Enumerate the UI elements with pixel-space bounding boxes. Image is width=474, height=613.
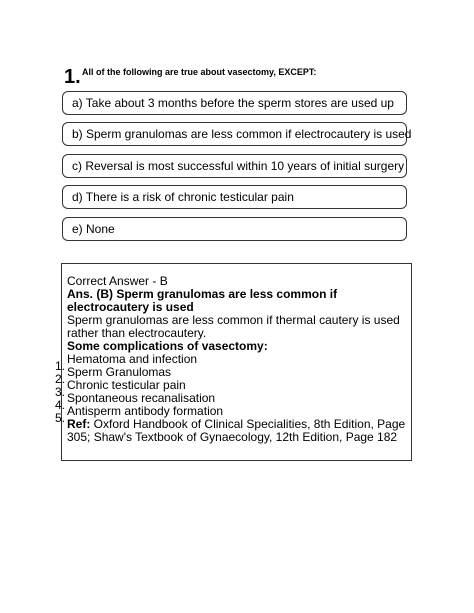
complication-item: Sperm Granulomas (67, 365, 172, 379)
option-a[interactable]: a) Take about 3 months before the sperm stores are used up (62, 91, 407, 115)
list-number: 5. (55, 411, 66, 425)
list-number: 1. (55, 359, 66, 373)
complication-item: Chronic testicular pain (67, 378, 186, 392)
complication-item: Hematoma and infection (67, 352, 198, 366)
option-e[interactable]: e) None (62, 217, 407, 241)
option-d[interactable]: d) There is a risk of chronic testicular pain (62, 185, 407, 209)
answer-content (67, 275, 407, 444)
reference (67, 418, 407, 444)
complication-item: Spontaneous recanalisation (67, 391, 216, 405)
answer-box (61, 263, 412, 461)
question-text: All of the following are true about vasectomy, EXCEPT: (82, 67, 317, 77)
complication-item: Antisperm antibody formation (67, 404, 224, 418)
reference-label: Ref: (67, 417, 91, 431)
question-number: 1. (64, 66, 81, 88)
list-number: 3. (55, 385, 66, 399)
list-number: 4. (55, 398, 66, 412)
answer-explanation: Sperm granulomas are less common if thermal cautery is used rather than electrocautery. (67, 313, 400, 340)
complications-heading: Some complications of vasectomy: (67, 339, 268, 353)
correct-answer: Correct Answer - B (67, 274, 168, 288)
option-c[interactable]: c) Reversal is most successful within 10 years of initial surgery (62, 154, 407, 178)
answer-heading: Ans. (B) Sperm granulomas are less common if electrocautery is used (67, 287, 338, 314)
reference-text: Oxford Handbook of Clinical Specialities, 8th Edition, Page 305; Shaw's Textbook of Gynaecology, 12th Edition, Page 182 (67, 417, 406, 444)
list-number: 2. (55, 372, 66, 386)
option-b[interactable]: b) Sperm granulomas are less common if electrocautery is used (62, 122, 407, 146)
